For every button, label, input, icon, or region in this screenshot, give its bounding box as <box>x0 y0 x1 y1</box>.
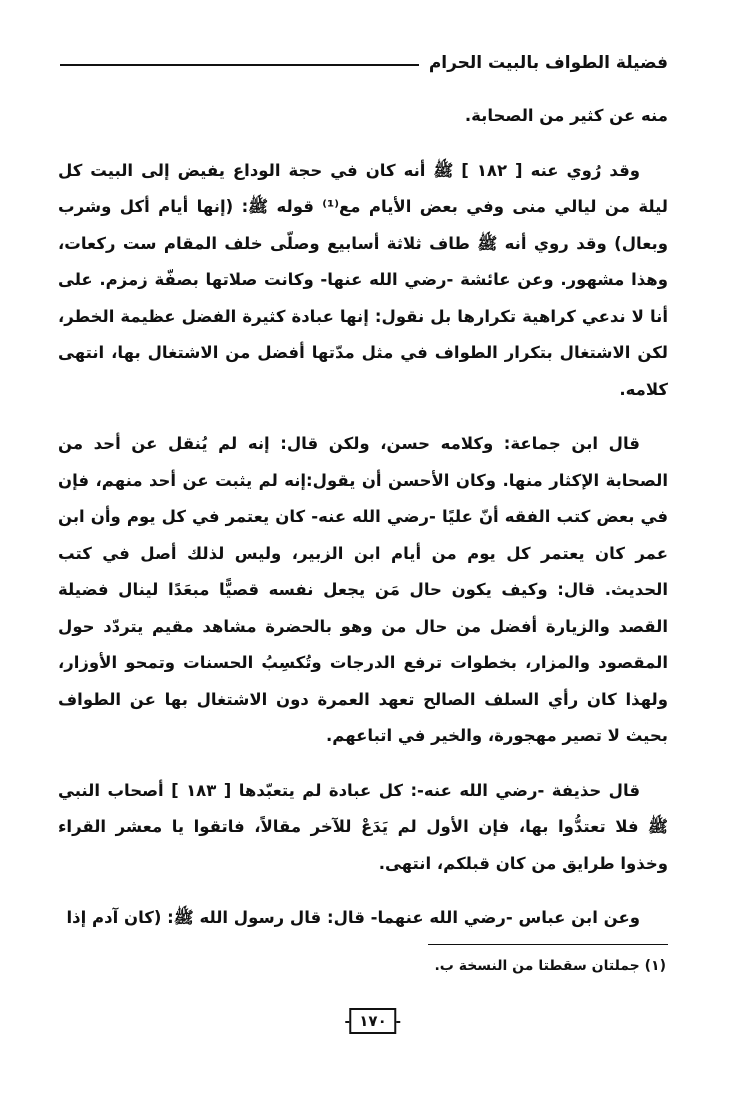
paragraph: وقد رُوي عنه [ ١٨٢ ] ﷺ أنه كان في حجة الوداع يفيض إلى البيت كل ليلة من ليالي منى وفي بعض الأيام مع⁽¹⁾ قوله ﷺ: (إنها أيام أكل وشرب وبعال) وقد روي أنه ﷺ طاف ثلاثة أسابيع وصلّى خلف المقام ست ركعات، وهذا مشهور. وعن عائشة -رضي الله عنها- وكانت صلاتها بصفّة زمزم. على أنا لا ندعي كراهية تكرارها بل نقول: إنها عبادة كثيرة الفضل عظيمة الخطر، لكن الاشتغال بتكرار الطواف في مثل مدّتها أفضل من الاشتغال بها، انتهى كلامه. <box>58 160 669 399</box>
footnote: (١) جملتان سقطتا من النسخة ب. <box>434 958 666 974</box>
body-text <box>58 98 668 955</box>
paragraph: وعن ابن عباس -رضي الله عنهما- قال: قال رسول الله ﷺ: (كان آدم إذا <box>66 908 640 927</box>
paragraph-continuation: منه عن كثير من الصحابة. <box>464 106 668 125</box>
page-number: ١٧٠ <box>349 1008 396 1034</box>
header-title: فضيلة الطواف بالبيت الحرام <box>428 53 668 73</box>
paragraph: قال حذيفة -رضي الله عنه-: كل عبادة لم يتعبّدها [ ١٨٣ ] أصحاب النبي ﷺ فلا تعتدُّوا بها، فإن الأول لم يَدَعْ للآخر مقالاً، فاتقوا يا معشر القراء وخذوا طرايق من كان قبلكم، انتهى. <box>58 780 668 873</box>
running-header <box>60 50 668 76</box>
header-rule <box>60 64 419 66</box>
paragraph: قال ابن جماعة: وكلامه حسن، ولكن قال: إنه لم يُنقل عن أحد من الصحابة الإكثار منها. وكان الأحسن أن يقول:إنه لم يثبت عن أحد منهم، فإن في بعض كتب الفقه أنّ عليًا -رضي الله عنه- كان يعتمر في كل يوم وأن ابن عمر كان يعتمر كل يوم من أيام ابن الزبير، وليس لذلك أصل في كتب الحديث. قال: وكيف يكون حال مَن يجعل نفسه قصيًّا مبعَدًا لينال فضيلة القصد والزيارة أفضل من حال من وهو بالحضرة مشاهد مقيم يتردّد حول المقصود والمزار، بخطوات ترفع الدرجات وتُكسِبُ الحسنات وتمحو الأوزار، ولهذا كان رأي السلف الصالح تعهد العمرة دون الاشتغال بها عن الطواف بحيث لا تصير مهجورة، والخير في اتباعهم. <box>58 434 668 745</box>
footnote-divider <box>428 944 668 945</box>
